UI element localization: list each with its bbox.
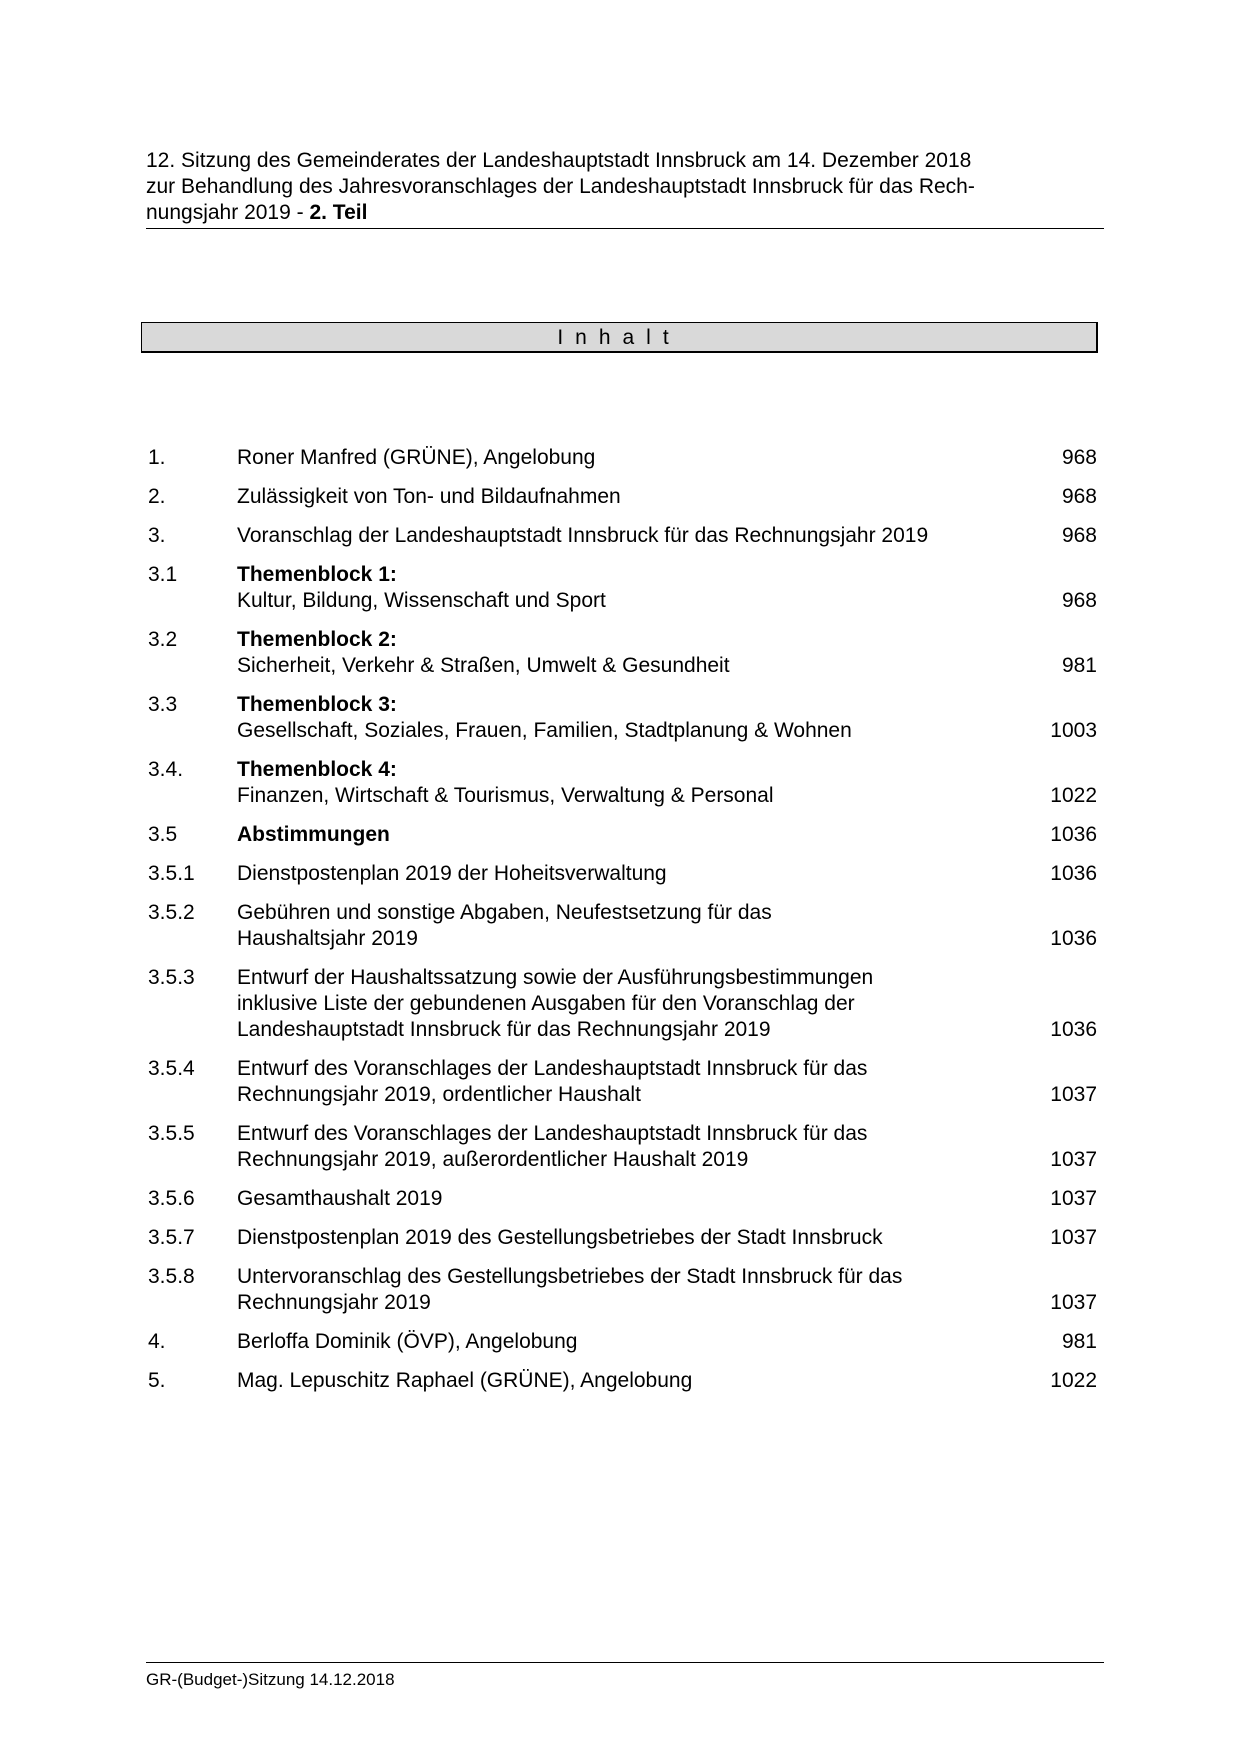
toc-entry-page: 1037 — [1050, 1291, 1097, 1314]
toc-entry-number: 3.2 — [148, 628, 178, 651]
toc-entry-page: 981 — [1061, 1330, 1097, 1353]
toc-entry-text — [237, 627, 1017, 679]
toc-entry-line: Landeshauptstadt Innsbruck für das Rechnungsjahr 2019 — [237, 1018, 771, 1041]
toc-entry — [148, 562, 1097, 614]
toc-entry-text — [237, 1329, 1017, 1355]
toc-entry — [148, 445, 1097, 471]
toc-entry-line: Berloffa Dominik (ÖVP), Angelobung — [237, 1330, 578, 1353]
toc-entry-number: 5. — [148, 1369, 166, 1392]
header-part-label: 2. Teil — [309, 201, 368, 224]
toc-entry-number: 3.1 — [148, 563, 178, 586]
toc-entry — [148, 523, 1097, 549]
toc-heading: Inhalt — [557, 326, 681, 349]
toc-entry-page: 1036 — [1050, 862, 1097, 885]
toc-entry-page: 968 — [1061, 446, 1097, 469]
toc-entry — [148, 1368, 1097, 1394]
toc-entry-page: 1022 — [1050, 784, 1097, 807]
toc-entry-line: Kultur, Bildung, Wissenschaft und Sport — [237, 589, 606, 612]
toc-entry-number: 3.5.2 — [148, 901, 195, 924]
toc-entry-number: 3.5.4 — [148, 1057, 195, 1080]
header-line-3 — [146, 200, 1104, 226]
toc-entry-line: Entwurf des Voranschlages der Landeshauptstadt Innsbruck für das — [237, 1122, 868, 1145]
toc-entry-number: 3.5 — [148, 823, 178, 846]
toc-entry-title: Abstimmungen — [237, 823, 390, 846]
toc-entry-line: Dienstpostenplan 2019 des Gestellungsbetriebes der Stadt Innsbruck — [237, 1226, 883, 1249]
toc-entry-text — [237, 1121, 1017, 1173]
toc-entry-text — [237, 562, 1017, 614]
toc-entry — [148, 965, 1097, 1043]
toc-entry-number: 3.5.5 — [148, 1122, 195, 1145]
toc-entry-line: Entwurf der Haushaltssatzung sowie der Ausführungsbestimmungen — [237, 966, 874, 989]
toc-entry-number: 3.5.3 — [148, 966, 195, 989]
toc-entry-page: 1037 — [1050, 1226, 1097, 1249]
toc-entry-number: 3.5.8 — [148, 1265, 195, 1288]
toc-entry-text — [237, 1186, 1017, 1212]
toc-entry-line: Rechnungsjahr 2019, ordentlicher Haushalt — [237, 1083, 641, 1106]
table-of-contents — [148, 445, 1097, 1407]
toc-entry — [148, 1186, 1097, 1212]
toc-entry-text — [237, 523, 1017, 549]
toc-entry — [148, 822, 1097, 848]
toc-entry-number: 4. — [148, 1330, 166, 1353]
page-footer — [146, 1662, 1104, 1691]
toc-entry-number: 3.5.7 — [148, 1226, 195, 1249]
toc-entry-line: inklusive Liste der gebundenen Ausgaben für den Voranschlag der — [237, 992, 855, 1015]
toc-entry-line: Voranschlag der Landeshauptstadt Innsbruck für das Rechnungsjahr 2019 — [237, 524, 929, 547]
toc-entry-text — [237, 822, 1017, 848]
toc-entry-number: 3.4. — [148, 758, 184, 781]
toc-entry-number: 3.5.1 — [148, 862, 195, 885]
footer-text: GR-(Budget-)Sitzung 14.12.2018 — [146, 1670, 395, 1689]
toc-entry-number: 1. — [148, 446, 166, 469]
toc-entry — [148, 1056, 1097, 1108]
toc-entry-page: 1037 — [1050, 1148, 1097, 1171]
toc-entry-line: Gesellschaft, Soziales, Frauen, Familien, Stadtplanung & Wohnen — [237, 719, 852, 742]
toc-entry-number: 2. — [148, 485, 166, 508]
toc-entry-line: Gebühren und sonstige Abgaben, Neufestsetzung für das — [237, 901, 772, 924]
toc-entry-text — [237, 1264, 1017, 1316]
toc-entry-line: Dienstpostenplan 2019 der Hoheitsverwaltung — [237, 862, 667, 885]
toc-entry-page: 1037 — [1050, 1083, 1097, 1106]
toc-entry-number: 3. — [148, 524, 166, 547]
toc-entry — [148, 1264, 1097, 1316]
toc-entry-line: Sicherheit, Verkehr & Straßen, Umwelt & Gesundheit — [237, 654, 730, 677]
toc-entry-text — [237, 1056, 1017, 1108]
toc-entry — [148, 484, 1097, 510]
toc-entry — [148, 1225, 1097, 1251]
toc-entry-text — [237, 757, 1017, 809]
toc-entry-line: Untervoranschlag des Gestellungsbetriebes der Stadt Innsbruck für das — [237, 1265, 903, 1288]
toc-entry — [148, 1121, 1097, 1173]
toc-entry — [148, 757, 1097, 809]
toc-entry-text — [237, 861, 1017, 887]
toc-entry-text — [237, 692, 1017, 744]
toc-entry-line: Haushaltsjahr 2019 — [237, 927, 418, 950]
toc-entry-page: 1036 — [1050, 1018, 1097, 1041]
toc-entry-text — [237, 484, 1017, 510]
toc-entry-page: 968 — [1061, 524, 1097, 547]
toc-entry-page: 968 — [1061, 485, 1097, 508]
toc-entry-number: 3.3 — [148, 693, 178, 716]
toc-entry-text — [237, 1225, 1017, 1251]
toc-entry-page: 1037 — [1050, 1187, 1097, 1210]
toc-entry-page: 1003 — [1050, 719, 1097, 742]
header-line-2: zur Behandlung des Jahresvoranschlages der Landeshauptstadt Innsbruck für das Rech- — [146, 175, 975, 198]
toc-entry-line: Rechnungsjahr 2019 — [237, 1291, 431, 1314]
toc-heading-box — [141, 322, 1098, 353]
toc-entry — [148, 900, 1097, 952]
toc-entry-text — [237, 1368, 1017, 1394]
toc-entry-title: Themenblock 4: — [237, 758, 397, 781]
toc-entry-page: 981 — [1061, 654, 1097, 677]
toc-entry-text — [237, 900, 1017, 952]
toc-entry-page: 1036 — [1050, 927, 1097, 950]
document-header — [146, 148, 1104, 229]
toc-entry-line: Finanzen, Wirtschaft & Tourismus, Verwaltung & Personal — [237, 784, 774, 807]
toc-entry-line: Mag. Lepuschitz Raphael (GRÜNE), Angelobung — [237, 1369, 693, 1392]
header-line-3-text: nungsjahr 2019 - — [146, 201, 310, 224]
toc-entry — [148, 692, 1097, 744]
toc-entry-text — [237, 445, 1017, 471]
toc-entry-line: Rechnungsjahr 2019, außerordentlicher Haushalt 2019 — [237, 1148, 749, 1171]
toc-entry-number: 3.5.6 — [148, 1187, 195, 1210]
toc-entry-title: Themenblock 1: — [237, 563, 397, 586]
toc-entry-line: Entwurf des Voranschlages der Landeshauptstadt Innsbruck für das — [237, 1057, 868, 1080]
toc-entry-page: 1036 — [1050, 823, 1097, 846]
toc-entry — [148, 627, 1097, 679]
toc-entry-text — [237, 965, 1017, 1043]
toc-entry-line: Roner Manfred (GRÜNE), Angelobung — [237, 446, 596, 469]
toc-entry-title: Themenblock 3: — [237, 693, 397, 716]
toc-entry-page: 1022 — [1050, 1369, 1097, 1392]
toc-entry — [148, 1329, 1097, 1355]
toc-entry-page: 968 — [1061, 589, 1097, 612]
toc-entry — [148, 861, 1097, 887]
toc-entry-title: Themenblock 2: — [237, 628, 397, 651]
toc-entry-line: Gesamthaushalt 2019 — [237, 1187, 443, 1210]
header-line-1: 12. Sitzung des Gemeinderates der Landeshauptstadt Innsbruck am 14. Dezember 2018 — [146, 149, 972, 172]
toc-entry-line: Zulässigkeit von Ton- und Bildaufnahmen — [237, 485, 621, 508]
